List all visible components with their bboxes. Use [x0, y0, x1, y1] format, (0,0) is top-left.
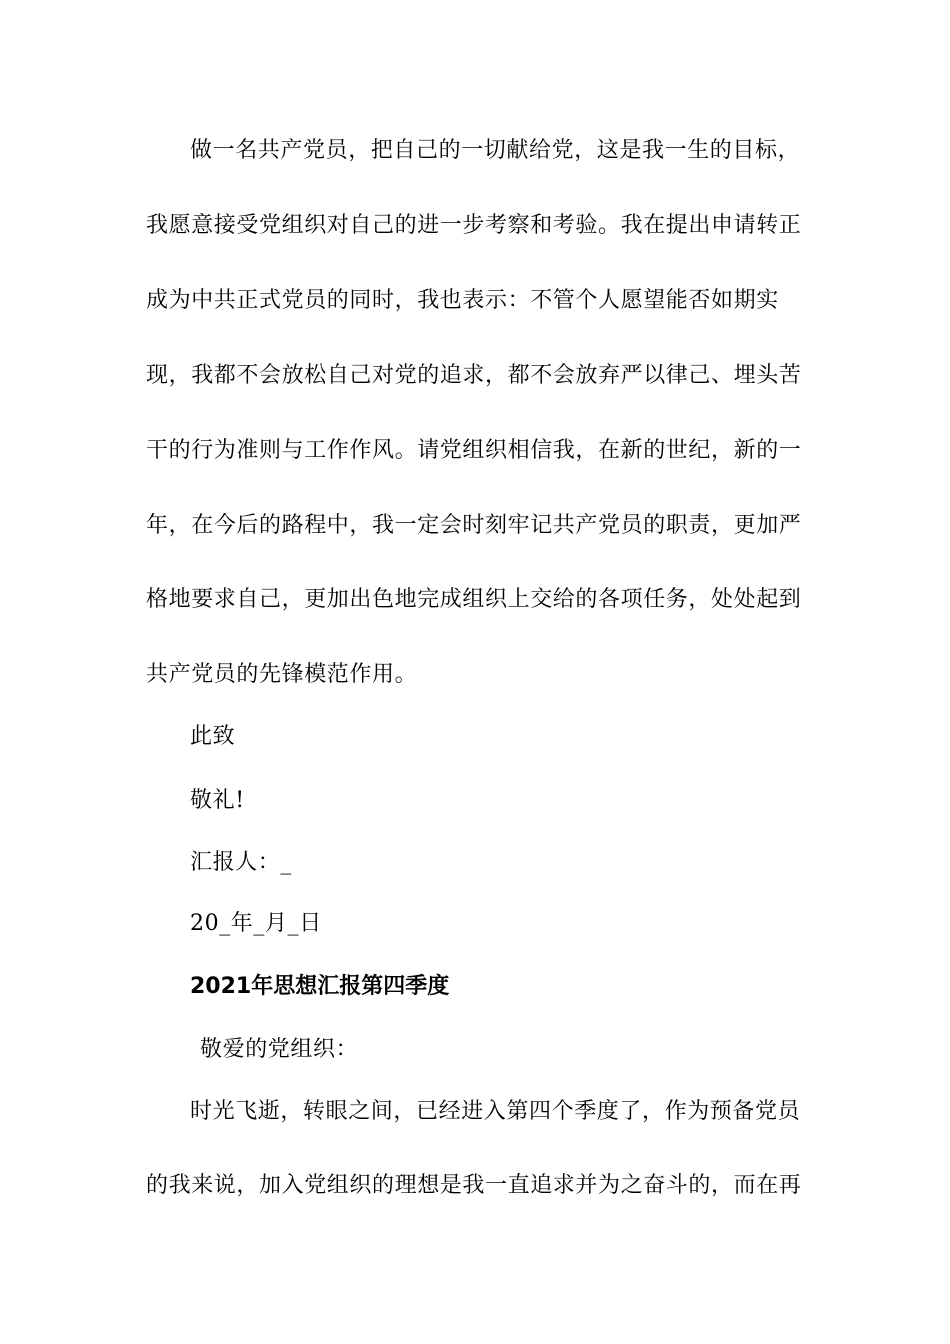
paragraph-line: 干的行为准则与工作作风。请党组织相信我，在新的世纪，新的一 — [146, 438, 802, 463]
paragraph-line: 时光飞逝，转眼之间，已经进入第四个季度了，作为预备党员 — [190, 1099, 801, 1124]
paragraph-line: 现，我都不会放松自己对党的追求，都不会放弃严以律己、埋头苦 — [146, 363, 802, 388]
paragraph-line: 成为中共正式党员的同时，我也表示：不管个人愿望能否如期实 — [146, 288, 779, 313]
paragraph-line: 格地要求自己，更加出色地完成组织上交给的各项任务，处处起到 — [146, 587, 802, 612]
paragraph-line: 的我来说，加入党组织的理想是我一直追求并为之奋斗的，而在再 — [146, 1173, 802, 1198]
closing-line: 敬礼! — [190, 788, 245, 813]
paragraph-line: 年，在今后的路程中，我一定会时刻牢记共产党员的职责，更加严 — [146, 513, 802, 538]
closing-line: 此致 — [190, 724, 236, 749]
salutation: 敬爱的党组织： — [200, 1037, 359, 1062]
paragraph-line: 我愿意接受党组织对自己的进一步考察和考验。我在提出申请转正 — [146, 213, 802, 238]
reporter-line: 汇报人：_ — [190, 850, 293, 875]
date-line: 20_年_月_日 — [190, 911, 322, 936]
paragraph-line: 共产党员的先锋模范作用。 — [146, 662, 418, 687]
section-title: 2021年思想汇报第四季度 — [190, 974, 450, 999]
paragraph-line: 做一名共产党员，把自己的一切献给党，这是我一生的目标， — [190, 138, 801, 163]
